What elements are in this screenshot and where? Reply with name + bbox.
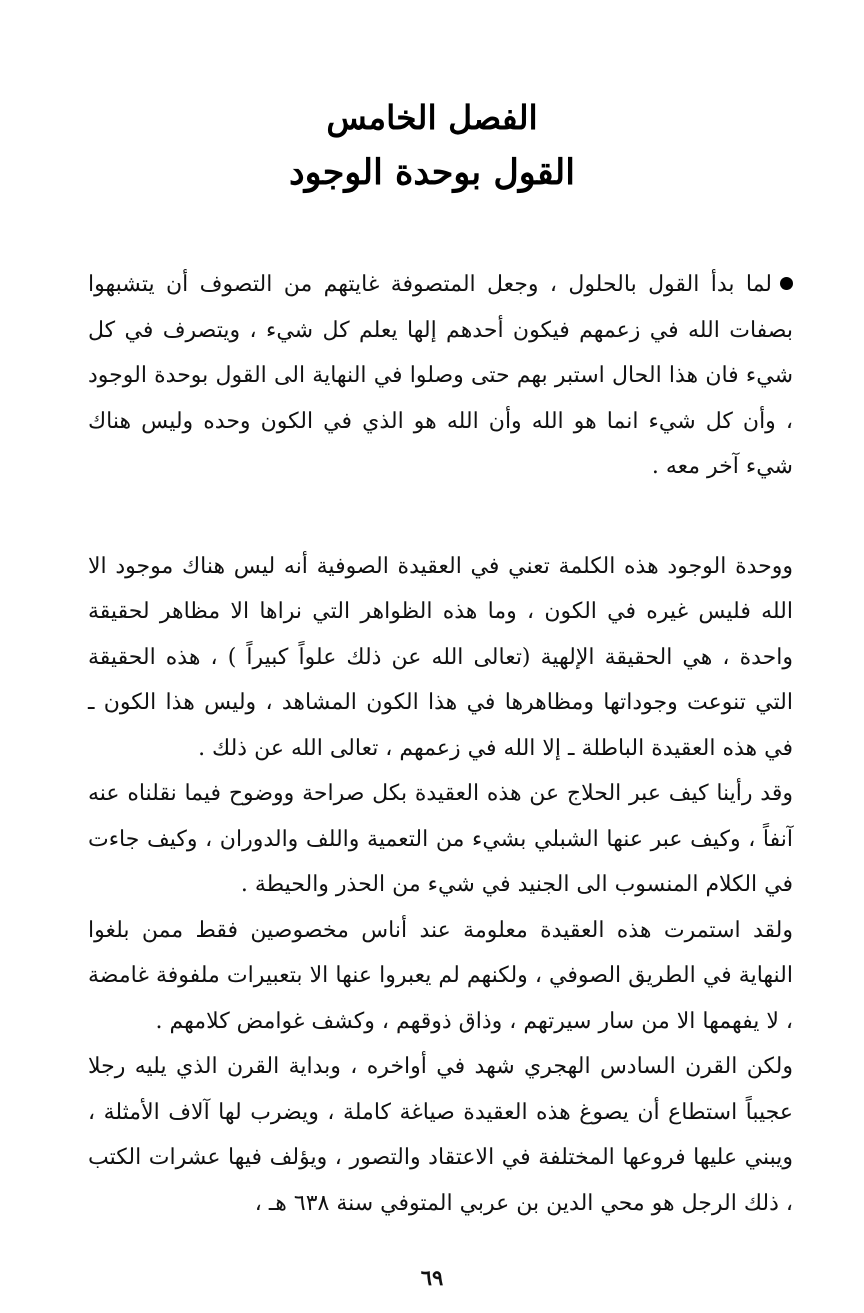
paragraph-1 [88, 262, 793, 490]
paragraph-1-text: لما بدأ القول بالحلول ، وجعل المتصوفة غايتهم من التصوف أن يتشبهوا بصفات الله في زعمهم فيكون أحدهم إلها يعلم كل شيء ، ويتصرف في كل شيء فان هذا الحال استبر بهم حتى وصلوا في النهاية الى القول بوحدة الوجود ، وأن كل شيء انما هو الله وأن الله هو الذي في الكون وحده وليس هناك شيء آخر معه . [88, 272, 793, 479]
bullet-icon [780, 277, 793, 290]
paragraph-4: ولقد استمرت هذه العقيدة معلومة عند أناس مخصوصين فقط ممن بلغوا النهاية في الطريق الصوفي ، ولكنهم لم يعبروا عنها الا بتعبيرات ملفوفة غامضة ، لا يفهمها الا من سار سيرتهم ، وذاق ذوقهم ، وكشف غوامض كلامهم . [88, 917, 793, 1034]
chapter-title-heading: القول بوحدة الوجود [289, 152, 575, 193]
page-number: ٦٩ [420, 1265, 444, 1290]
body-text [88, 262, 793, 1226]
paragraph-5: ولكن القرن السادس الهجري شهد في أواخره ، وبداية القرن الذي يليه رجلا عجيباً استطاع أن يصوغ هذه العقيدة صياغة كاملة ، ويضرب لها آلاف الأمثلة ، ويبني عليها فروعها المختلفة في الاعتقاد والتصور ، ويؤلف فيها عشرات الكتب ، ذلك الرجل هو محي الدين بن عربي المتوفي سنة ٦٣٨ هـ ، [88, 1054, 793, 1216]
chapter-number-heading: الفصل الخامس [326, 98, 538, 137]
paragraph-3: وقد رأينا كيف عبر الحلاج عن هذه العقيدة بكل صراحة ووضوح فيما نقلناه عنه آنفاً ، وكيف عبر عنها الشبلي بشيء من التعمية واللف والدوران ، وكيف جاءت في الكلام المنسوب الى الجنيد في شيء من الحذر والحيطة . [88, 781, 794, 897]
paragraph-2: ووحدة الوجود هذه الكلمة تعني في العقيدة الصوفية أنه ليس هناك موجود الا الله فليس غيره في الكون ، وما هذه الظواهر التي نراها الا مظاهر لحقيقة واحدة ، هي الحقيقة الإلهية (تعالى الله عن ذلك علواً كبيراً ) ، هذه الحقيقة التي تنوعت وجوداتها ومظاهرها في هذا الكون المشاهد ، وليس هذا الكون ـ في هذه العقيدة الباطلة ـ إلا الله في زعمهم ، تعالى الله عن ذلك . [88, 553, 793, 761]
